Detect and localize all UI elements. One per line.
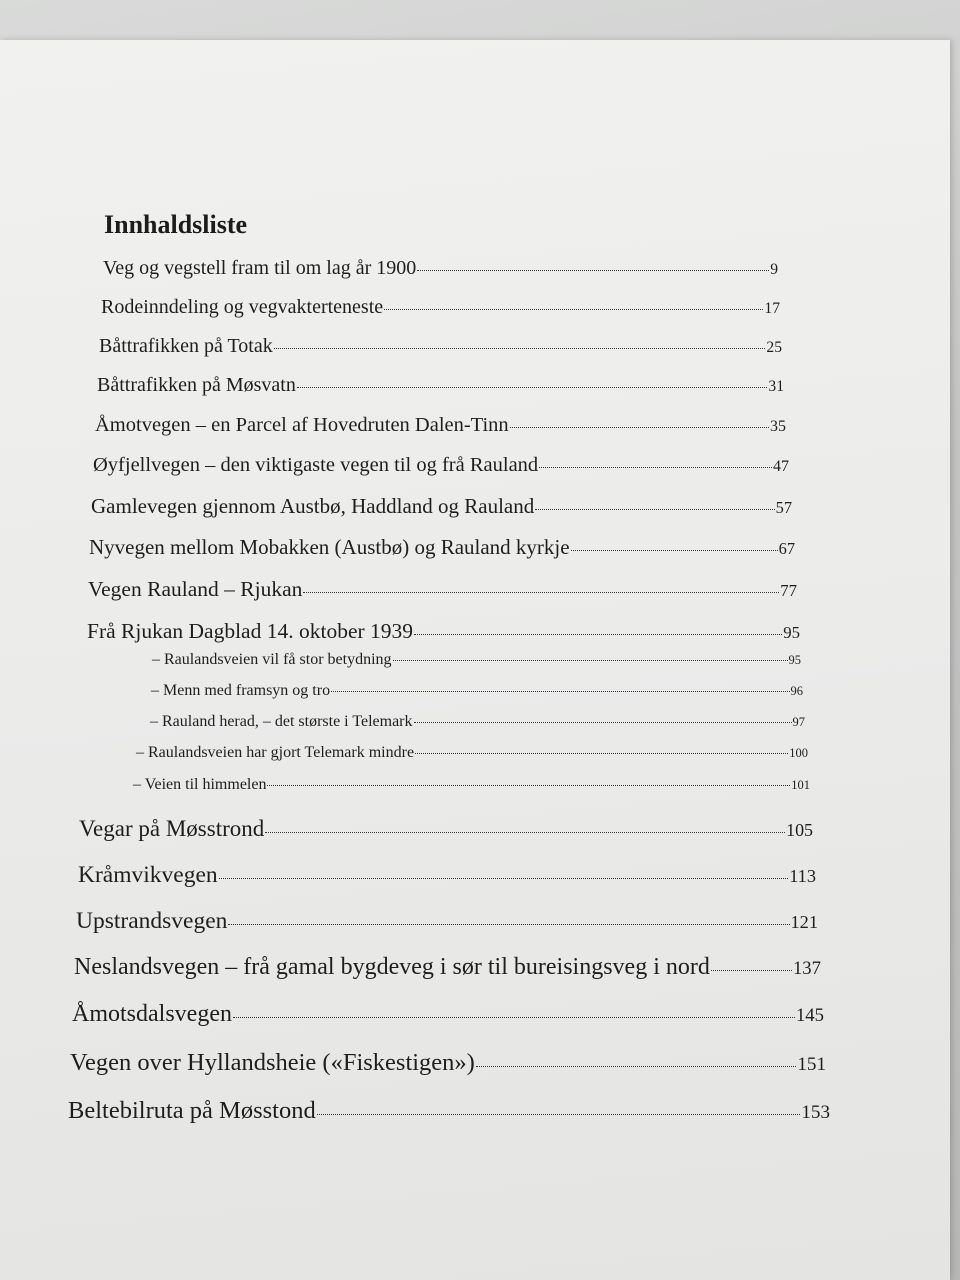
toc-entry-page: 113 [789,866,816,886]
toc-entry-title: Veg og vegstell fram til om lag år 1900 [103,257,417,279]
toc-entry [101,296,780,319]
toc-entry-title: Upstrandsvegen [76,908,228,934]
toc-entry-title: Frå Rjukan Dagblad 14. oktober 1939 [87,619,414,643]
toc-entry-title: Neslandsvegen – frå gamal bygdeveg i sør til bureisingsveg i nord [74,954,710,980]
toc-entry-page: 47 [773,458,789,475]
toc-entry-title: Rodeinndeling og vegvakterteneste [101,296,384,318]
toc-entry [103,257,778,280]
toc-entry [78,862,816,889]
toc-entry-page: 96 [790,684,803,698]
toc-entry [151,682,803,700]
toc-entry-title: – Veien til himmelen [133,776,267,793]
toc-entry-page: 151 [797,1054,826,1075]
toc-entry-page: 77 [780,581,797,600]
toc-entry [89,535,795,560]
toc-entry-title: Vegen Rauland – Rjukan [88,577,303,601]
dot-leader [414,722,792,723]
dot-leader [331,691,789,692]
toc-entry [97,374,784,397]
toc-entry-title: Øyfjellvegen – den viktigaste vegen til og frå Rauland [93,454,539,476]
toc-entry-page: 137 [792,958,821,979]
toc-heading: Innhaldsliste [104,210,248,239]
toc-entry [88,577,797,602]
toc-entry [70,1049,826,1077]
toc-entry [152,651,801,669]
dot-leader [228,924,789,925]
toc-entry-page: 100 [789,746,808,760]
toc-entry-title: Beltebilruta på Møsstond [68,1097,316,1124]
dot-leader [417,270,769,271]
toc-entry-title: Vegar på Møsstrond [79,816,265,841]
dot-leader [267,785,790,786]
toc-entry-page: 153 [801,1102,830,1123]
toc-entry-title: Nyvegen mellom Mobakken (Austbø) og Rauland kyrkje [89,535,570,559]
toc-entry-title: Åmotvegen – en Parcel af Hovedruten Dalen-Tinn [95,414,509,436]
toc-entry [95,414,786,437]
toc-entry [93,454,789,477]
toc-entry-page: 121 [790,912,818,932]
toc-entry [76,908,818,935]
toc-entry-title: – Menn med framsyn og tro [151,682,331,699]
toc-entry-page: 95 [788,653,801,667]
toc-entry-page: 67 [778,539,795,558]
toc-entry-page: 145 [795,1005,824,1026]
dot-leader [384,309,763,310]
toc-entry-title: Åmotsdalsvegen [72,1001,232,1027]
dot-leader [535,509,774,510]
dot-leader [303,592,779,593]
toc-entry-title: Kråmvikvegen [78,862,218,888]
toc-entry [87,619,800,644]
toc-entry-page: 95 [783,623,800,642]
toc-entry-page: 105 [786,820,813,840]
toc-entry-page: 17 [764,300,780,317]
toc-entry [133,776,810,794]
dot-leader [571,550,778,551]
dot-leader [414,634,782,635]
toc-entry-title: Vegen over Hyllandsheie («Fiskestigen») [70,1049,475,1076]
dot-leader [393,660,788,661]
toc-entry [150,713,805,731]
dot-leader [265,832,785,833]
toc-entry [72,1001,824,1028]
toc-entry [74,954,821,981]
dot-leader [274,348,766,349]
toc-entry [99,335,782,358]
toc-entry [68,1097,830,1125]
dot-leader [510,427,769,428]
toc-entry-page: 57 [775,498,792,517]
dot-leader [476,1066,796,1067]
toc-entry-page: 101 [791,778,810,792]
toc-entry-title: – Raulandsveien vil få stor betydning [152,651,392,668]
toc-entry-title: Gamlevegen gjennom Austbø, Haddland og Rauland [91,494,535,518]
toc-entry-page: 25 [766,339,782,356]
toc-entry-page: 97 [792,715,805,729]
toc-entry-page: 9 [770,261,778,278]
dot-leader [539,467,772,468]
dot-leader [711,970,792,971]
dot-leader [297,387,768,388]
toc-entry-page: 31 [768,378,784,395]
toc-entry-page: 35 [770,418,786,435]
toc-entry-title: Båttrafikken på Totak [99,335,273,357]
toc-entry-title: – Raulandsveien har gjort Telemark mindre [136,744,415,761]
dot-leader [233,1017,795,1018]
toc-entry-title: Båttrafikken på Møsvatn [97,374,296,396]
dot-leader [219,878,789,879]
toc-entry [91,494,792,519]
toc-entry-title: – Rauland herad, – det største i Telemark [150,713,413,730]
toc-entry [136,744,808,762]
toc-entry [79,816,813,842]
dot-leader [317,1114,801,1115]
dot-leader [415,753,788,754]
